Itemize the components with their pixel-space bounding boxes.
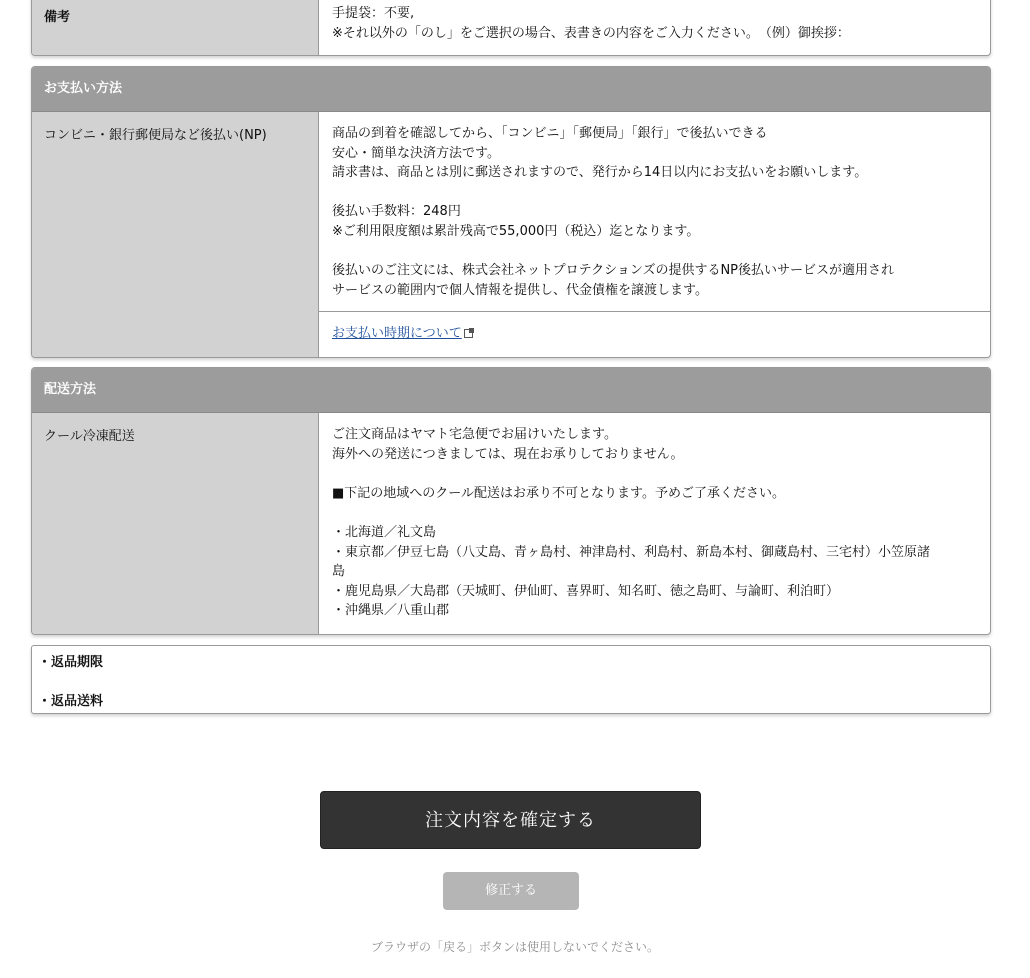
remarks-label: 備考 [32,0,319,55]
payment-timing-link[interactable]: お支払い時期について [332,326,462,341]
payment-link-cell [319,311,990,354]
shipping-description [319,413,990,631]
shipping-desc-line: ・沖縄県／八重山郡 [332,603,450,619]
payment-desc-line: 後払い手数料：248円 [332,204,461,220]
spacer [332,503,978,523]
edit-button[interactable]: 修正する [443,872,579,910]
payment-desc-line: 請求書は、商品とは別に郵送されますので、発行から14日以内にお支払いをお願いします。 [332,165,868,181]
shipping-desc-line: 島 [332,564,346,580]
payment-desc-line: 後払いのご注文には、株式会社ネットプロテクションズの提供するNP後払いサービスが適用され [332,263,895,279]
spacer [332,242,978,262]
remarks-line: ※それ以外の「のし」をご選択の場合、表書きの内容をご入力ください。 （例）御挨拶： [332,25,850,41]
payment-desc-line: 商品の到着を確認してから、「コンビニ」「郵便局」「銀行」で後払いできる [332,126,768,141]
shipping-heading: 配送方法 [32,368,990,413]
return-deadline-label: ・返品期限 [38,655,104,670]
shipping-desc-line: ■下記の地域へのクール配送はお承り不可となります。予めご了承ください。 [332,485,785,501]
remarks-body [319,0,990,55]
returns-panel [31,645,991,714]
payment-panel [31,66,991,358]
remarks-panel [31,0,991,56]
return-shipping-label: ・返品送料 [38,694,104,709]
spacer [332,183,978,203]
remarks-line: 手提袋：不要, [332,6,415,21]
payment-desc-line: サービスの範囲内で個人情報を提供し、代金債権を譲渡します。 [332,282,708,298]
shipping-desc-line: ・鹿児島県／大島郡（天城町、伊仙町、喜界町、知名町、徳之島町、与論町、利泊町） [332,583,840,599]
shipping-desc-line: ・東京都／伊豆七島（八丈島、青ヶ島村、神津島村、利島村、新島本村、御蔵島村、三宅村）小笠原諸 [332,544,931,560]
external-link-icon [464,329,473,338]
payment-heading: お支払い方法 [32,67,990,112]
shipping-method-body [319,413,990,634]
shipping-desc-line: 海外への発送につきましては、現在お承りしておりません。 [332,446,684,462]
spacer [332,464,978,484]
payment-desc-line: ※ご利用限度額は累計残高で55,000円（税込）迄となります。 [332,223,700,239]
shipping-desc-line: ・北海道／礼文島 [332,524,437,540]
payment-method-body [319,112,990,357]
payment-desc-line: 安心・簡単な決済方法です。 [332,145,500,161]
shipping-panel [31,367,991,635]
confirm-order-button[interactable]: 注文内容を確定する [320,791,701,849]
shipping-method-label: クール冷凍配送 [32,413,319,634]
shipping-desc-line: ご注文商品はヤマト宅急便でお届けいたします。 [332,427,617,442]
payment-description [319,112,990,311]
payment-method-label: コンビニ・銀行郵便局など後払い(NP) [32,112,319,357]
back-button-warning: ブラウザの「戻る」ボタンは使用しないでください。 [370,940,659,954]
